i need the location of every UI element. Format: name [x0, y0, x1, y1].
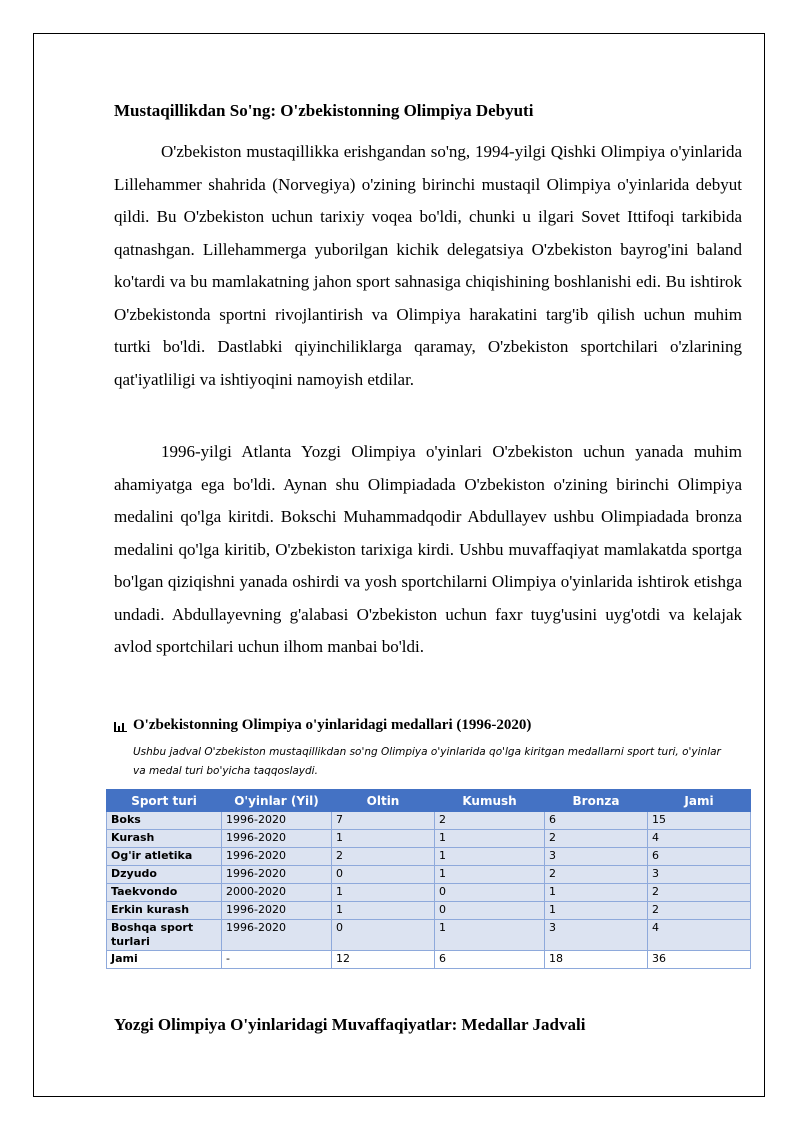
- column-header: Oltin: [332, 790, 435, 812]
- table-cell: 1: [435, 920, 545, 951]
- table-cell: 2: [332, 848, 435, 866]
- table-row: [107, 830, 751, 848]
- table-cell: 1996-2020: [222, 848, 332, 866]
- table-cell: 6: [545, 812, 648, 830]
- table-row: [107, 884, 751, 902]
- table-row: [107, 866, 751, 884]
- table-cell: 6: [435, 951, 545, 969]
- medals-table: [106, 789, 751, 969]
- table-caption: Ushbu jadval O'zbekiston mustaqillikdan so'ng Olimpiya o'yinlarida qo'lga kiritgan medallarni sport turi, o'yinlar va medal turi bo'yicha taqqoslaydi.: [133, 746, 721, 777]
- table-cell: 1: [435, 830, 545, 848]
- table-cell: 0: [332, 920, 435, 951]
- table-cell: 18: [545, 951, 648, 969]
- sport-cell: Taekvondo: [107, 884, 222, 902]
- column-header: O'yinlar (Yil): [222, 790, 332, 812]
- table-cell: 1: [545, 902, 648, 920]
- table-header-row: [107, 790, 751, 812]
- table-cell: 1: [332, 884, 435, 902]
- table-cell: 2: [648, 902, 751, 920]
- sport-cell: Dzyudo: [107, 866, 222, 884]
- table-cell: 4: [648, 920, 751, 951]
- table-row: [107, 848, 751, 866]
- table-cell: 2: [435, 812, 545, 830]
- table-total-row: [107, 951, 751, 969]
- table-cell: 1: [435, 848, 545, 866]
- table-cell: 1: [332, 902, 435, 920]
- column-header: Jami: [648, 790, 751, 812]
- table-title: [114, 717, 531, 734]
- column-header: Kumush: [435, 790, 545, 812]
- sport-cell: Boshqa sport turlari: [107, 920, 222, 951]
- table-cell: -: [222, 951, 332, 969]
- paragraph-atlanta: 1996-yilgi Atlanta Yozgi Olimpiya o'yinlari O'zbekiston uchun yanada muhim ahamiyatga ega bo'ldi. Aynan shu Olimpiadada O'zbekiston o'zining birinchi Olimpiya medalini qo'lga kiritdi. Bokschi Muhammadqodir Abdullayev ushbu Olimpiadada bronza medalini qo'lga kiritib, O'zbekiston tarixiga kirdi. Ushbu muvaffaqiyat mamlakatda sportga bo'lgan qiziqishni yanada oshirdi va yosh sportchilarni Olimpiya o'yinlarida ishtirok etishga undadi. Abdullayevning g'alabasi O'zbekiston uchun faxr tuyg'usini uyg'otdi va kelajak avlod sportchilari uchun ilhom manbai bo'ldi.: [114, 442, 742, 656]
- table-cell: 1996-2020: [222, 866, 332, 884]
- paragraph-debut: O'zbekiston mustaqillikka erishgandan so'ng, 1994-yilgi Qishki Olimpiya o'yinlarida Lillehammer shahrida (Norvegiya) o'zining birinchi mustaqil Olimpiya o'yinlarida debyut qildi. Bu O'zbekiston uchun tarixiy voqea bo'ldi, chunki u ilgari Sovet Ittifoqi tarkibida qatnashgan. Lillehammerga yuborilgan kichik delegatsiya O'zbekiston bayrog'ini baland ko'tardi va bu mamlakatning jahon sport sahnasiga chiqishining boshlanishi edi. Bu ishtirok O'zbekistonda sportni rivojlantirish va Olimpiya harakatini targ'ib qilish uchun muhim turtki bo'ldi. Dastlabki qiyinchiliklarga qaramay, O'zbekiston sportchilari o'zlarining qat'iyatliligi va ishtiyoqini namoyish etdilar.: [114, 142, 742, 389]
- table-title-text: O'zbekistonning Olimpiya o'yinlaridagi medallari (1996-2020): [133, 717, 532, 733]
- section-heading-debut: Mustaqillikdan So'ng: O'zbekistonning Olimpiya Debyuti: [114, 101, 534, 120]
- column-header: Bronza: [545, 790, 648, 812]
- sport-cell: Erkin kurash: [107, 902, 222, 920]
- table-row: [107, 902, 751, 920]
- table-cell: 0: [435, 884, 545, 902]
- table-cell: 1: [435, 866, 545, 884]
- table-cell: 3: [545, 848, 648, 866]
- table-cell: 4: [648, 830, 751, 848]
- sport-cell: Og'ir atletika: [107, 848, 222, 866]
- table-cell: 0: [332, 866, 435, 884]
- table-cell: 2: [648, 884, 751, 902]
- bar-chart-icon: [114, 720, 127, 732]
- table-cell: 2000-2020: [222, 884, 332, 902]
- table-cell: 15: [648, 812, 751, 830]
- table-row: [107, 812, 751, 830]
- table-cell: 1996-2020: [222, 812, 332, 830]
- column-header: Sport turi: [107, 790, 222, 812]
- table-cell: 1996-2020: [222, 830, 332, 848]
- table-cell: 1: [332, 830, 435, 848]
- table-cell: 0: [435, 902, 545, 920]
- table-cell: 7: [332, 812, 435, 830]
- table-cell: 1996-2020: [222, 920, 332, 951]
- table-cell: 2: [545, 830, 648, 848]
- table-cell: 36: [648, 951, 751, 969]
- table-cell: 12: [332, 951, 435, 969]
- table-cell: 1996-2020: [222, 902, 332, 920]
- table-cell: 2: [545, 866, 648, 884]
- sport-cell: Kurash: [107, 830, 222, 848]
- section-heading-summer: Yozgi Olimpiya O'yinlaridagi Muvaffaqiyatlar: Medallar Jadvali: [114, 1015, 586, 1034]
- table-cell: 3: [648, 866, 751, 884]
- table-cell: 6: [648, 848, 751, 866]
- table-row: [107, 920, 751, 951]
- table-cell: 3: [545, 920, 648, 951]
- sport-cell: Boks: [107, 812, 222, 830]
- table-cell: 1: [545, 884, 648, 902]
- sport-cell: Jami: [107, 951, 222, 969]
